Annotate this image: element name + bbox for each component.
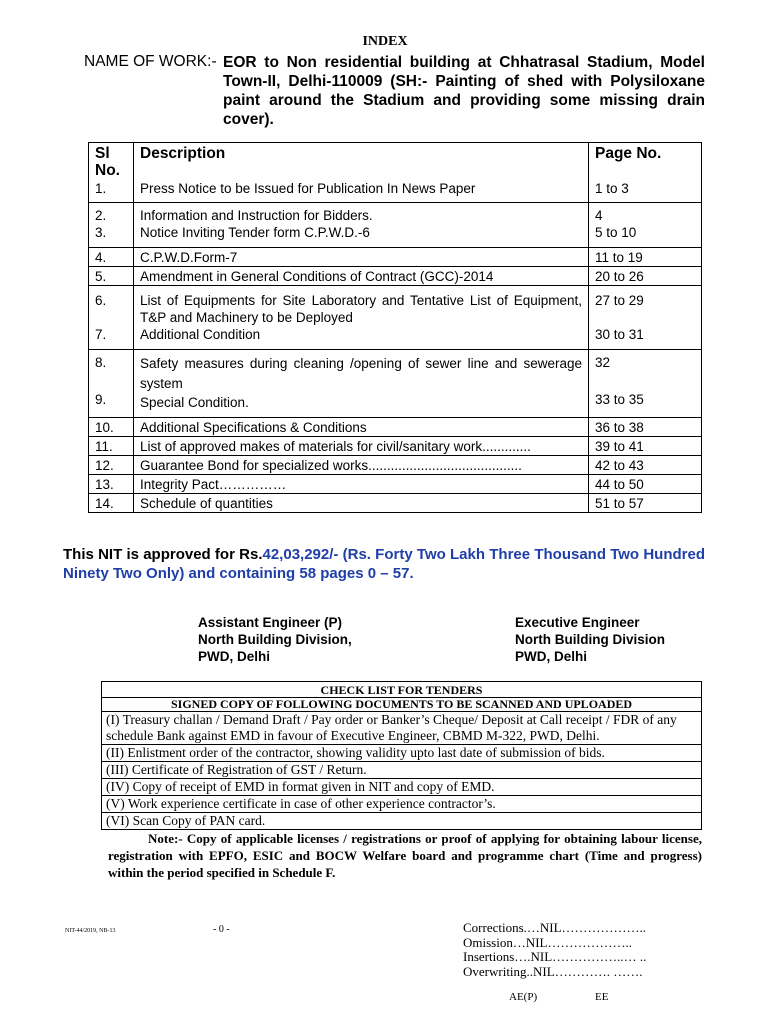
checklist-item: (V) Work experience certificate in case of other experience contractor’s. — [102, 796, 702, 813]
signature-right-division: North Building Division — [515, 632, 665, 647]
note-text: Note:- Copy of applicable licenses / registrations or proof of applying for obtaining labour license, registration with EPFO, ESIC and BOCW Welfare board and programme chart (Time and progress) within the period specified in Schedule F. — [108, 831, 702, 880]
row-number: 2. — [95, 208, 107, 223]
table-row — [89, 179, 702, 203]
row-description: Guarantee Bond for specialized works......................................... — [134, 456, 589, 475]
checklist-title: CHECK LIST FOR TENDERS — [102, 682, 702, 698]
corrections-line: Corrections.…NIL……………….. — [463, 920, 647, 935]
row-description: Integrity Pact…………… — [134, 475, 589, 494]
row-page: 51 to 57 — [589, 494, 702, 513]
row-number: 7. — [95, 327, 107, 342]
row-page: 11 to 19 — [589, 248, 702, 267]
table-row — [89, 248, 702, 267]
row-number: 4. — [89, 248, 134, 267]
ae-initials-label: AE(P) — [509, 991, 538, 1003]
row-number: 13. — [89, 475, 134, 494]
approval-amount: 42,03,292/- (Rs. Forty Two Lakh Three Thousand Two Hundred Ninety Two Only) and containing 58 pages 0 – 57. — [63, 546, 705, 582]
signature-left-title: Assistant Engineer (P) — [198, 615, 343, 630]
row-page: 39 to 41 — [589, 437, 702, 456]
signature-block-left — [198, 614, 352, 665]
row-number: 11. — [89, 437, 134, 456]
checklist-item: (I) Treasury challan / Demand Draft / Pay order or Banker’s Cheque/ Deposit at Call receipt / FDR of any schedule Bank against EMD in favour of Executive Engineer, CBMD M-322, PWD, Delhi. — [102, 712, 702, 745]
footer-code: NIT-44/2019, NB-13 — [65, 928, 116, 934]
approval-prefix: This NIT is approved for Rs. — [63, 546, 263, 563]
checklist-item: (IV) Copy of receipt of EMD in format given in NIT and copy of EMD. — [102, 779, 702, 796]
page-title: INDEX — [362, 34, 408, 49]
insertions-line: Insertions….NIL……………..… .. — [463, 949, 647, 964]
checklist-subtitle: SIGNED COPY OF FOLLOWING DOCUMENTS TO BE SCANNED AND UPLOADED — [102, 698, 702, 712]
header-sl-no: Sl No. — [89, 143, 134, 180]
row-number: 9. — [95, 392, 107, 407]
header-page-no: Page No. — [589, 143, 702, 180]
signature-right-office: PWD, Delhi — [515, 649, 588, 664]
row-description: C.P.W.D.Form-7 — [134, 248, 589, 267]
name-of-work-text: EOR to Non residential building at Chhatrasal Stadium, Model Town-II, Delhi-110009 (SH:- Painting of shed with Polysiloxane paint around the Stadium and providing some missing drain cover). — [223, 54, 705, 128]
row-page: 33 to 35 — [595, 392, 644, 407]
row-page: 42 to 43 — [589, 456, 702, 475]
table-row — [89, 286, 702, 350]
row-description: Schedule of quantities — [134, 494, 589, 513]
row-description: Safety measures during cleaning /opening of sewer line and sewerage system — [140, 356, 582, 391]
row-description: Information and Instruction for Bidders. — [140, 208, 373, 223]
row-description: Additional Specifications & Conditions — [134, 418, 589, 437]
row-page: 44 to 50 — [589, 475, 702, 494]
row-number: 6. — [95, 293, 107, 308]
index-table-header — [89, 143, 702, 180]
page-number: - 0 - — [213, 924, 230, 935]
row-number: 8. — [95, 355, 107, 370]
table-row — [89, 267, 702, 286]
row-description: Additional Condition — [140, 327, 261, 342]
signature-left-office: PWD, Delhi — [198, 649, 271, 664]
approval-statement — [63, 545, 705, 583]
table-row — [89, 203, 702, 248]
row-description: Amendment in General Conditions of Contract (GCC)-2014 — [134, 267, 589, 286]
row-page: 4 — [595, 208, 603, 223]
name-of-work-label: NAME OF WORK:- — [84, 53, 217, 70]
table-row — [89, 494, 702, 513]
row-number: 12. — [89, 456, 134, 475]
row-page: 32 — [595, 355, 611, 370]
checklist-item: (III) Certificate of Registration of GST / Return. — [102, 762, 702, 779]
signature-left-division: North Building Division, — [198, 632, 352, 647]
table-row — [89, 350, 702, 418]
row-description: Press Notice to be Issued for Publication In News Paper — [134, 179, 589, 203]
header-description: Description — [134, 143, 589, 180]
checklist-item: (VI) Scan Copy of PAN card. — [102, 813, 702, 830]
row-number: 5. — [89, 267, 134, 286]
row-page: 30 to 31 — [595, 327, 644, 342]
checklist-table — [101, 681, 702, 830]
corrections-block — [463, 921, 646, 979]
row-description: List of approved makes of materials for civil/sanitary work............. — [134, 437, 589, 456]
row-page: 27 to 29 — [595, 293, 644, 308]
ee-initials-label: EE — [595, 991, 609, 1003]
row-page: 5 to 10 — [595, 225, 637, 240]
row-description: List of Equipments for Site Laboratory and Tentative List of Equipment, T&P and Machinery to be Deployed — [140, 293, 582, 325]
row-number: 10. — [89, 418, 134, 437]
signature-right-title: Executive Engineer — [515, 615, 640, 630]
omission-line: Omission…NIL……………….. — [463, 934, 632, 950]
row-page: 20 to 26 — [589, 267, 702, 286]
row-description: Special Condition. — [140, 395, 249, 410]
table-row — [89, 437, 702, 456]
table-row — [89, 475, 702, 494]
row-number: 3. — [95, 225, 107, 240]
row-description: Notice Inviting Tender form C.P.W.D.-6 — [140, 225, 370, 240]
row-page: 1 to 3 — [589, 179, 702, 203]
checklist-item: (II) Enlistment order of the contractor, showing validity upto last date of submission of bids. — [102, 745, 702, 762]
row-page: 36 to 38 — [589, 418, 702, 437]
overwriting-line: Overwriting..NIL…………. ……. — [463, 963, 643, 979]
table-row — [89, 418, 702, 437]
table-row — [89, 456, 702, 475]
index-table — [88, 142, 702, 513]
row-number: 14. — [89, 494, 134, 513]
signature-block-right — [515, 614, 665, 665]
row-number: 1. — [89, 179, 134, 203]
